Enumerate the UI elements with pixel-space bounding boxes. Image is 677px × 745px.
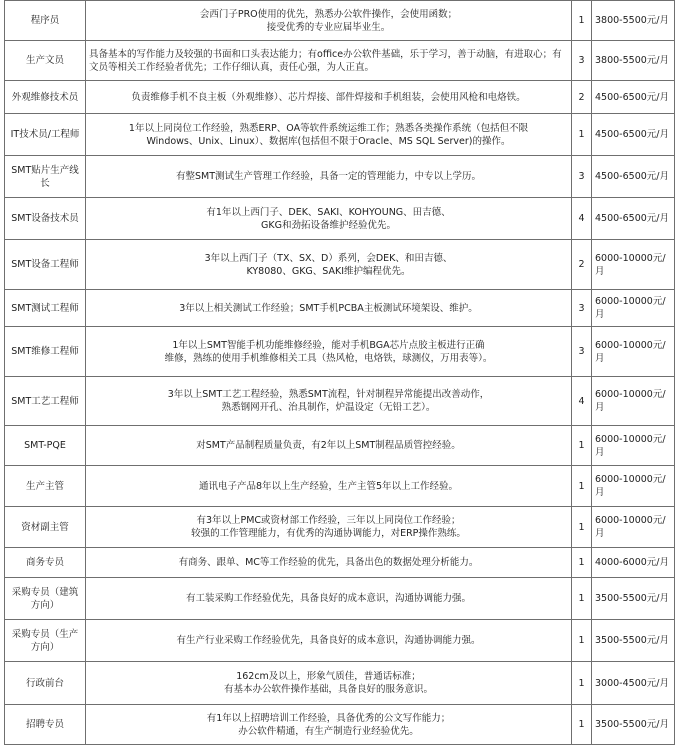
job-title: SMT测试工程师 xyxy=(5,290,86,327)
job-title: SMT设备技术员 xyxy=(5,198,86,240)
headcount: 1 xyxy=(572,466,592,507)
salary: 3500-5500元/月 xyxy=(592,578,675,620)
job-requirements xyxy=(86,620,572,662)
job-requirements xyxy=(86,41,572,81)
table-row xyxy=(5,114,675,156)
job-title: SMT工艺工程师 xyxy=(5,377,86,426)
headcount: 1 xyxy=(572,1,592,41)
salary: 4500-6500元/月 xyxy=(592,156,675,198)
job-title: IT技术员/工程师 xyxy=(5,114,86,156)
table-row xyxy=(5,662,675,705)
headcount: 1 xyxy=(572,548,592,578)
job-title: 生产主管 xyxy=(5,466,86,507)
job-title: 招聘专员 xyxy=(5,705,86,745)
job-requirements xyxy=(86,240,572,290)
salary: 3500-5500元/月 xyxy=(592,705,675,745)
job-title: SMT贴片生产线长 xyxy=(5,156,86,198)
requirement-line: 有商务、跟单、MC等工作经验的优先，具备出色的数据处理分析能力。 xyxy=(178,557,479,568)
job-requirements xyxy=(86,198,572,240)
job-table xyxy=(4,0,675,745)
requirement-line: 有整SMT测试生产管理工作经验，具备一定的管理能力，中专以上学历。 xyxy=(175,171,482,182)
requirement-line: 1年以上同岗位工作经验，熟悉ERP、OA等软件系统运维工作；熟悉各类操作系统（包括但不限 xyxy=(128,122,529,134)
job-requirements xyxy=(86,327,572,377)
salary: 3500-5500元/月 xyxy=(592,620,675,662)
job-title: SMT维修工程师 xyxy=(5,327,86,377)
salary: 4500-6500元/月 xyxy=(592,198,675,240)
headcount: 2 xyxy=(572,81,592,114)
job-title: 采购专员（生产方向） xyxy=(5,620,86,662)
job-requirements xyxy=(86,1,572,41)
headcount: 3 xyxy=(572,156,592,198)
job-title: 采购专员（建筑方向） xyxy=(5,578,86,620)
salary: 3000-4500元/月 xyxy=(592,662,675,705)
headcount: 1 xyxy=(572,114,592,156)
job-requirements xyxy=(86,81,572,114)
headcount: 1 xyxy=(572,578,592,620)
job-title: 资材副主管 xyxy=(5,507,86,548)
requirement-line: 对SMT产品制程质量负责，有2年以上SMT制程品质管控经验。 xyxy=(196,440,461,451)
salary: 6000-10000元/月 xyxy=(592,466,675,507)
table-row xyxy=(5,198,675,240)
job-requirements xyxy=(86,466,572,507)
job-title: SMT-PQE xyxy=(5,426,86,466)
table-row xyxy=(5,620,675,662)
requirement-line: 有1年以上西门子、DEK、SAKI、KOHYOUNG、田吉德、 xyxy=(206,206,451,218)
table-row xyxy=(5,466,675,507)
salary: 4500-6500元/月 xyxy=(592,114,675,156)
salary: 6000-10000元/月 xyxy=(592,327,675,377)
table-row xyxy=(5,377,675,426)
salary: 6000-10000元/月 xyxy=(592,507,675,548)
job-title: SMT设备工程师 xyxy=(5,240,86,290)
requirement-line: 维修，熟练的使用手机维修相关工具（热风枪，电烙铁，球测仪，万用表等）。 xyxy=(164,352,493,364)
job-requirements xyxy=(86,156,572,198)
table-row xyxy=(5,705,675,745)
requirement-line: 办公软件精通，有生产制造行业经验优先。 xyxy=(238,725,419,737)
requirement-line: 有工装采购工作经验优先，具备良好的成本意识，沟通协调能力强。 xyxy=(185,593,471,604)
salary: 6000-10000元/月 xyxy=(592,377,675,426)
table-row xyxy=(5,578,675,620)
salary: 3800-5500元/月 xyxy=(592,1,675,41)
salary: 3800-5500元/月 xyxy=(592,41,675,81)
table-row xyxy=(5,41,675,81)
job-requirements xyxy=(86,290,572,327)
headcount: 1 xyxy=(572,426,592,466)
requirement-line: GKG和劲拓设备维护经验优先。 xyxy=(261,219,396,231)
job-title: 商务专员 xyxy=(5,548,86,578)
headcount: 1 xyxy=(572,507,592,548)
job-title: 外观维修技术员 xyxy=(5,81,86,114)
job-table-body xyxy=(5,1,675,745)
requirement-line: 有基本办公软件操作基础，具备良好的服务意识。 xyxy=(223,684,433,695)
requirement-line: 通讯电子产品8年以上生产经验，生产主管5年以上工作经验。 xyxy=(198,480,459,492)
headcount: 3 xyxy=(572,327,592,377)
table-row xyxy=(5,327,675,377)
headcount: 4 xyxy=(572,377,592,426)
headcount: 1 xyxy=(572,662,592,705)
table-row xyxy=(5,156,675,198)
table-row xyxy=(5,290,675,327)
requirement-line: 162cm及以上，形象气质佳，普通话标准； xyxy=(236,671,421,682)
requirement-line: 具备基本的写作能力及较强的书面和口头表达能力；有office办公软件基础，乐于学习，善于动脑，有进取心；有文员等相关工作经验者优先；工作仔细认真，责任心强，为人正直。 xyxy=(89,48,562,73)
job-requirements xyxy=(86,578,572,620)
job-title: 生产文员 xyxy=(5,41,86,81)
requirement-line: 有1年以上招聘培训工作经验，具备优秀的公文写作能力； xyxy=(206,712,451,724)
requirement-line: 3年以上SMT工艺工程经验，熟悉SMT流程，针对制程异常能提出改善动作， xyxy=(167,389,490,400)
requirement-line: KY8080、GKG、SAKI维护编程优先。 xyxy=(246,265,411,277)
job-title: 行政前台 xyxy=(5,662,86,705)
salary: 6000-10000元/月 xyxy=(592,426,675,466)
salary: 4000-6000元/月 xyxy=(592,548,675,578)
headcount: 4 xyxy=(572,198,592,240)
headcount: 1 xyxy=(572,620,592,662)
table-row xyxy=(5,507,675,548)
table-row xyxy=(5,548,675,578)
headcount: 2 xyxy=(572,240,592,290)
job-requirements xyxy=(86,426,572,466)
job-title: 程序员 xyxy=(5,1,86,41)
salary: 6000-10000元/月 xyxy=(592,240,675,290)
salary: 4500-6500元/月 xyxy=(592,81,675,114)
job-requirements xyxy=(86,705,572,745)
job-requirements xyxy=(86,548,572,578)
job-requirements xyxy=(86,114,572,156)
table-row xyxy=(5,81,675,114)
requirement-line: 接受优秀的专业应届毕业生。 xyxy=(266,21,391,33)
requirement-line: 有生产行业采购工作经验优先，具备良好的成本意识，沟通协调能力强。 xyxy=(176,635,481,646)
table-row xyxy=(5,426,675,466)
job-requirements xyxy=(86,507,572,548)
headcount: 3 xyxy=(572,41,592,81)
headcount: 1 xyxy=(572,705,592,745)
requirement-line: Windows、Unix、Linux）、数据库(包括但不限于Oracle、MS SQL Server)的操作。 xyxy=(146,135,511,147)
job-requirements xyxy=(86,377,572,426)
headcount: 3 xyxy=(572,290,592,327)
requirement-line: 较强的工作管理能力，有优秀的沟通协调能力，对ERP操作熟练。 xyxy=(191,528,466,539)
requirement-line: 有3年以上PMC或资材部工作经验，三年以上同岗位工作经验； xyxy=(196,515,461,526)
table-row xyxy=(5,240,675,290)
table-row xyxy=(5,1,675,41)
requirement-line: 会西门子PRO使用的优先，熟悉办公软件操作，会使用函数； xyxy=(199,8,458,20)
requirement-line: 1年以上SMT智能手机功能维修经验，能对手机BGA芯片点胶主板进行正确 xyxy=(172,339,485,351)
requirement-line: 熟悉钢网开孔、治具制作，炉温设定（无铅工艺）。 xyxy=(221,402,436,413)
salary: 6000-10000元/月 xyxy=(592,290,675,327)
requirement-line: 3年以上相关测试工作经验；SMT手机PCBA主板测试环境架设、维护。 xyxy=(179,302,478,314)
job-requirements xyxy=(86,662,572,705)
requirement-line: 3年以上西门子（TX、SX、D）系列，会DEK、和田吉德、 xyxy=(204,252,453,264)
requirement-line: 负责维修手机不良主板（外观维修）、芯片焊接、部件焊接和手机组装，会使用风枪和电烙铁。 xyxy=(131,91,526,103)
